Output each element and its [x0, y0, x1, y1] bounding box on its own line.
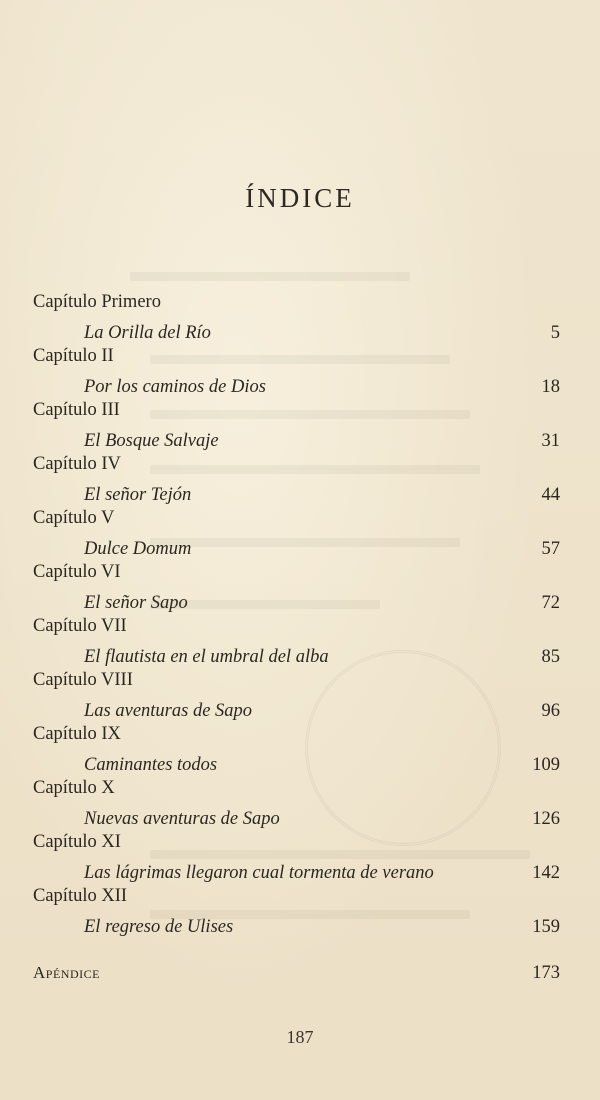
chapter-title: Las lágrimas llegaron cual tormenta de verano: [84, 863, 434, 883]
chapter-title-row: [33, 318, 560, 345]
chapter-title-row: [33, 750, 560, 777]
toc-entry: [33, 453, 560, 507]
chapter-title-row: [33, 534, 560, 561]
chapter-page-number: 5: [550, 323, 560, 343]
chapter-page-number: 142: [532, 863, 560, 883]
page-title: ÍNDICE: [245, 183, 355, 213]
chapter-title: El señor Sapo: [84, 593, 188, 613]
toc-entry: [33, 345, 560, 399]
chapter-heading: Capítulo IX: [33, 724, 121, 744]
chapter-page-number: 18: [541, 377, 560, 397]
appendix-entry: [33, 963, 560, 984]
chapter-heading: Capítulo VII: [33, 616, 127, 636]
toc-entry: [33, 831, 560, 885]
toc-entry: [33, 561, 560, 615]
table-of-contents: [33, 291, 560, 939]
chapter-title: El flautista en el umbral del alba: [84, 647, 329, 667]
chapter-heading: Capítulo Primero: [33, 292, 161, 312]
toc-entry: [33, 777, 560, 831]
toc-entry: [33, 669, 560, 723]
toc-entry: [33, 399, 560, 453]
toc-entry: [33, 885, 560, 939]
chapter-heading: Capítulo XI: [33, 832, 121, 852]
toc-entry: [33, 291, 560, 345]
chapter-heading: Capítulo XII: [33, 886, 128, 906]
chapter-title-row: [33, 372, 560, 399]
chapter-title-row: [33, 588, 560, 615]
chapter-heading: Capítulo III: [33, 400, 120, 420]
toc-entry: [33, 507, 560, 561]
chapter-title-row: [33, 858, 560, 885]
chapter-title-row: [33, 642, 560, 669]
chapter-title: Por los caminos de Dios: [84, 377, 266, 397]
chapter-title: Las aventuras de Sapo: [84, 701, 253, 721]
chapter-heading: Capítulo II: [33, 346, 114, 366]
chapter-page-number: 85: [541, 647, 560, 667]
chapter-heading: Capítulo X: [33, 778, 115, 798]
chapter-page-number: 159: [532, 917, 560, 937]
chapter-title: La Orilla del Río: [84, 323, 211, 343]
chapter-title-row: [33, 804, 560, 831]
chapter-page-number: 96: [541, 701, 560, 721]
toc-entry: [33, 723, 560, 777]
chapter-heading: Capítulo VI: [33, 562, 121, 582]
appendix-page-number: 173: [532, 963, 560, 983]
chapter-heading: Capítulo V: [33, 508, 115, 528]
chapter-title: El señor Tejón: [84, 485, 192, 505]
chapter-heading: Capítulo VIII: [33, 670, 133, 690]
chapter-title-row: [33, 912, 560, 939]
bleed-through-line: [130, 272, 410, 281]
chapter-title: El regreso de Ulises: [84, 917, 234, 937]
chapter-page-number: 44: [541, 485, 560, 505]
chapter-title: Dulce Domum: [84, 539, 192, 559]
toc-entry: [33, 615, 560, 669]
chapter-page-number: 126: [532, 809, 560, 829]
chapter-title-row: [33, 480, 560, 507]
chapter-page-number: 72: [541, 593, 560, 613]
folio-page-number: 187: [286, 1027, 314, 1047]
chapter-title: Caminantes todos: [84, 755, 218, 775]
appendix-label: Apéndice: [33, 963, 100, 982]
chapter-title: Nuevas aventuras de Sapo: [84, 809, 280, 829]
chapter-title-row: [33, 426, 560, 453]
chapter-page-number: 109: [532, 755, 560, 775]
chapter-page-number: 57: [541, 539, 560, 559]
chapter-page-number: 31: [541, 431, 560, 451]
chapter-title-row: [33, 696, 560, 723]
chapter-title: El Bosque Salvaje: [84, 431, 219, 451]
chapter-heading: Capítulo IV: [33, 454, 121, 474]
